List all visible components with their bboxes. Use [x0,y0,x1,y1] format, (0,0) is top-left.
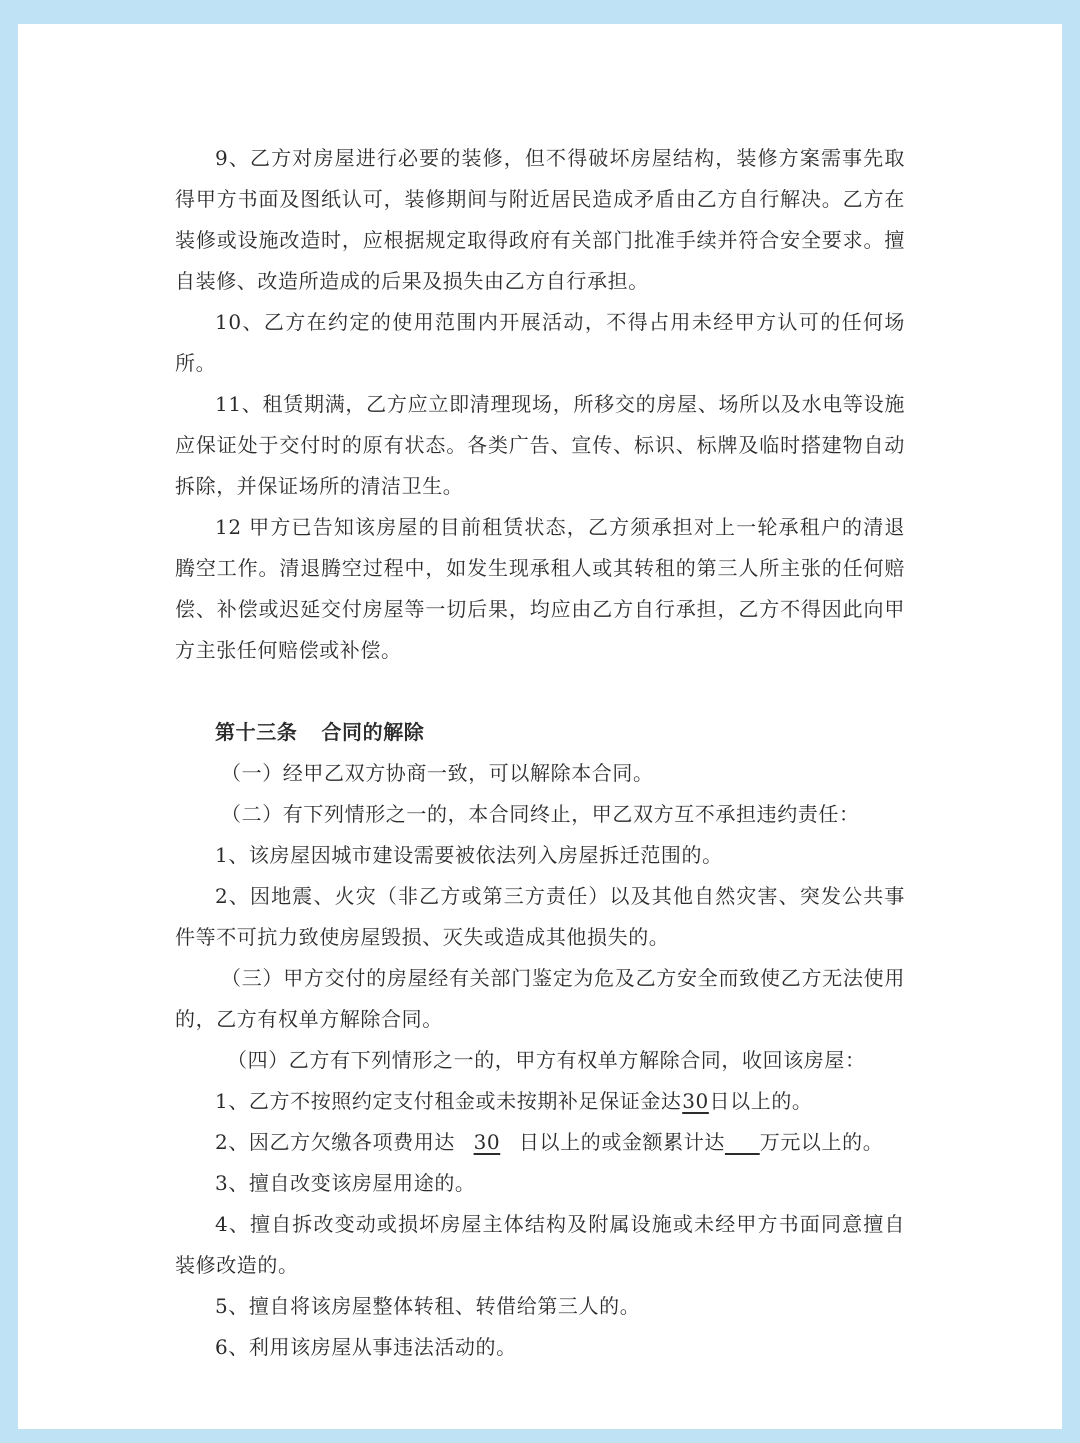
landlord-item-5: 5、擅自将该房屋整体转租、转借给第三人的。 [215,1294,641,1318]
landlord-item-2-text: 2、因乙方欠缴各项费用达 [215,1130,455,1154]
section-gap [175,671,1062,712]
landlord-item-1-suffix: 日以上的。 [709,1089,813,1113]
landlord-item-2 [175,1122,905,1163]
landlord-item-1-text: 1、乙方不按照约定支付租金或未按期补足保证金达 [215,1089,682,1113]
termination-item-1: 1、该房屋因城市建设需要被依法列入房屋拆迁范围的。 [215,843,723,867]
tenant-termination-right: （三）甲方交付的房屋经有关部门鉴定为危及乙方安全而致使乙方无法使用的，乙方有权单方解除合同。 [175,966,905,1031]
landlord-item-2-suffix: 万元以上的。 [759,1130,884,1154]
termination-no-liability: （二）有下列情形之一的，本合同终止，甲乙双方互不承担违约责任： [221,802,860,826]
landlord-item-1 [175,1081,905,1122]
landlord-item-4: 4、擅自拆改变动或损坏房屋主体结构及附属设施或未经甲方书面同意擅自装修改造的。 [175,1212,905,1277]
clause-12: 12 甲方已告知该房屋的目前租赁状态，乙方须承担对上一轮承租户的清退腾空工作。清退腾空过程中，如发生现承租人或其转租的第三人所主张的任何赔偿、补偿或迟延交付房屋等一切后果，均应由乙方自行承担，乙方不得因此向甲方主张任何赔偿或补偿。 [175,515,905,662]
landlord-item-2-middle: 日以上的或金额累计达 [518,1130,725,1154]
document-page [18,24,1062,1429]
days-blank-1: 30 [682,1089,709,1113]
article-number: 第十三条 [215,720,298,744]
landlord-termination-right: （四）乙方有下列情形之一的，甲方有权单方解除合同，收回该房屋： [227,1048,866,1072]
termination-item-2: 2、因地震、火灾（非乙方或第三方责任）以及其他自然灾害、突发公共事件等不可抗力致使房屋毁损、灭失或造成其他损失的。 [175,884,905,949]
clause-11: 11、租赁期满，乙方应立即清理现场，所移交的房屋、场所以及水电等设施应保证处于交付时的原有状态。各类广告、宣传、标识、标牌及临时搭建物自动拆除，并保证场所的清洁卫生。 [175,392,905,498]
days-blank-2: 30 [473,1130,501,1154]
article-title: 合同的解除 [321,720,425,744]
article-heading [175,712,905,753]
landlord-item-3: 3、擅自改变该房屋用途的。 [215,1171,476,1195]
landlord-item-6: 6、利用该房屋从事违法活动的。 [215,1335,517,1359]
amount-blank [725,1122,760,1163]
clause-9: 9、乙方对房屋进行必要的装修，但不得破坏房屋结构，装修方案需事先取得甲方书面及图纸认可，装修期间与附近居民造成矛盾由乙方自行解决。乙方在装修或设施改造时，应根据规定取得政府有关部门批准手续并符合安全要求。擅自装修、改造所造成的后果及损失由乙方自行承担。 [175,146,905,293]
termination-by-agreement: （一）经甲乙双方协商一致，可以解除本合同。 [221,761,654,785]
clause-10: 10、乙方在约定的使用范围内开展活动，不得占用未经甲方认可的任何场所。 [175,310,905,375]
